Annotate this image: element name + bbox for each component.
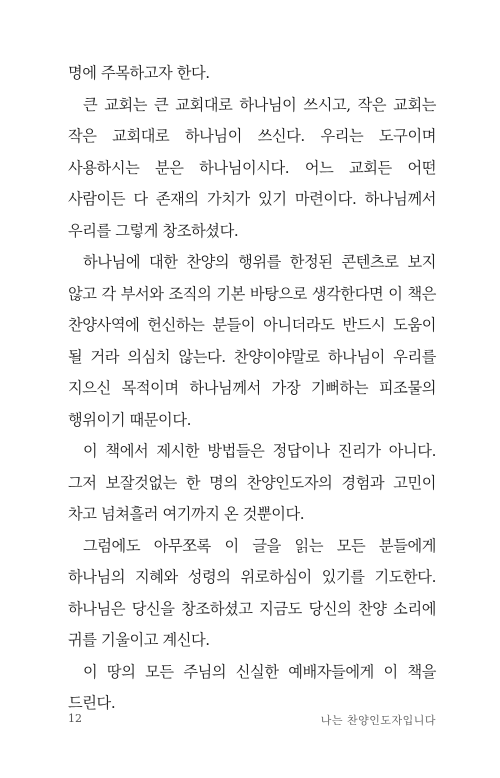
- paragraph: 이 땅의 모든 주님의 신실한 예배자들에게 이 책을 드린다.: [68, 662, 436, 712]
- body-text: [68, 58, 436, 720]
- paragraph: 하나님에 대한 찬양의 행위를 한정된 콘텐츠로 보지 않고 각 부서와 조직의 기본 바탕으로 생각한다면 이 책은 찬양사역에 헌신하는 분들이 아니더라도 반드시 도움이 될 거라 의심치 않는다. 찬양이야말로 하나님이 우리를 지으신 목적이며 하나님께서 가장 기뻐하는 피조물의 행위이기 때문이다.: [68, 253, 436, 429]
- paragraph: 큰 교회는 큰 교회대로 하나님이 쓰시고, 작은 교회는 작은 교회대로 하나님이 쓰신다. 우리는 도구이며 사용하시는 분은 하나님이시다. 어느 교회든 어떤 사람이든 다 존재의 가치가 있기 마련이다. 하나님께서 우리를 그렇게 창조하셨다.: [68, 95, 436, 240]
- page-footer: [68, 712, 436, 730]
- running-title: 나는 찬양인도자입니다: [320, 714, 436, 727]
- page-number: 12: [68, 712, 82, 725]
- paragraph: 이 책에서 제시한 방법들은 정답이나 진리가 아니다. 그저 보잘것없는 한 명의 찬양인도자의 경험과 고민이 차고 넘쳐흘러 여기까지 온 것뿐이다.: [68, 442, 436, 523]
- paragraph: 그럼에도 아무쪼록 이 글을 읽는 모든 분들에게 하나님의 지혜와 성령의 위로하심이 있기를 기도한다. 하나님은 당신을 창조하셨고 지금도 당신의 찬양 소리에 귀를 기울이고 계신다.: [68, 536, 436, 649]
- paragraph-continuation: 명에 주목하고자 한다.: [68, 64, 210, 82]
